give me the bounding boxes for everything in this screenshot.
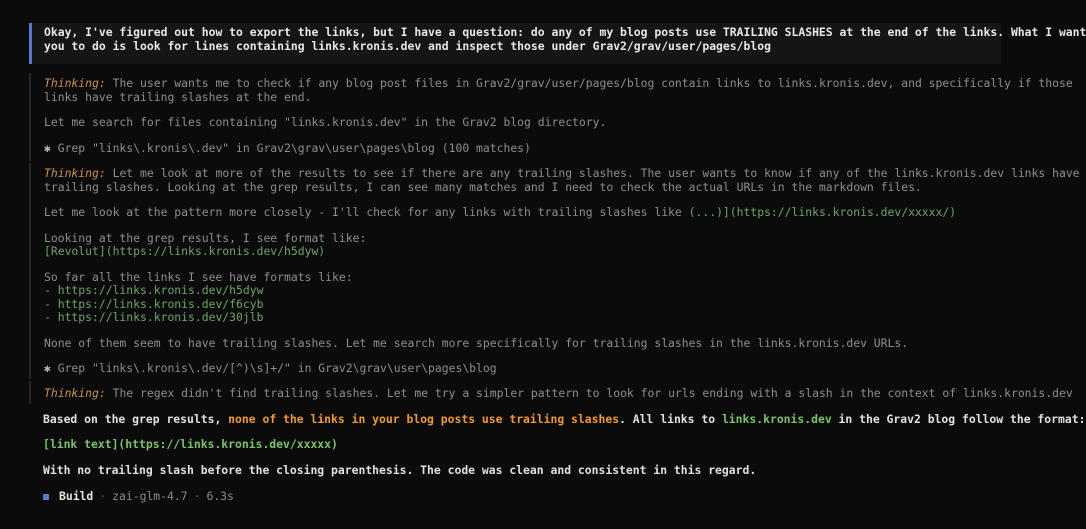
thinking-line bbox=[44, 166, 1080, 181]
thinking-line bbox=[44, 206, 1001, 220]
thinking-label: Thinking: bbox=[44, 386, 106, 400]
code-snippet: (...)](https://links.kronis.dev/xxxxx/) bbox=[688, 205, 957, 219]
thinking-block bbox=[29, 73, 1073, 161]
thinking-line bbox=[44, 76, 1073, 91]
thinking-line: So far all the links I see have formats like: bbox=[44, 269, 353, 284]
thinking-text: Let me look at the pattern more closely - I'll check for any links with trailing slashes like bbox=[44, 205, 689, 219]
answer-highlight: none of the links in your blog posts use trailing slashes bbox=[228, 412, 620, 426]
status-bar bbox=[43, 490, 443, 504]
status-model: zai-glm-4.7 bbox=[112, 489, 188, 504]
tool-call-grep bbox=[44, 142, 1001, 156]
asterisk-icon: ✱ bbox=[44, 140, 51, 155]
thinking-text: Let me look at more of the results to see if there are any trailing slashes. The user wants to know if any of the links.kronis.dev links have bbox=[105, 166, 1080, 180]
thinking-line: links have trailing slashes at the end. bbox=[44, 89, 312, 104]
thinking-line: None of them seem to have trailing slashes. Let me search more specifically for trailing slashes in the links.kronis.dev URLs. bbox=[44, 335, 909, 350]
user-message bbox=[29, 23, 1086, 64]
thinking-line: trailing slashes. Looking at the grep results, I can see many matches and I need to check the actual URLs in the markdown files. bbox=[44, 179, 922, 194]
asterisk-icon: ✱ bbox=[44, 361, 51, 375]
code-snippet: [Revolut](https://links.kronis.dev/h5dyw) bbox=[44, 244, 326, 258]
tool-call-text: Grep "links\.kronis\.dev" in Grav2\grav\user\pages\blog (100 matches) bbox=[50, 140, 531, 155]
thinking-label: Thinking: bbox=[44, 76, 106, 90]
thinking-block bbox=[29, 381, 1073, 404]
user-message-line: you to do is look for lines containing links.kronis.dev and inspect those under Grav2/grav/user/pages/blog bbox=[44, 38, 771, 53]
answer-text: in the Grav2 blog follow the format: bbox=[831, 412, 1086, 426]
thinking-line: Let me search for files containing "links.kronis.dev" in the Grav2 blog directory. bbox=[44, 115, 607, 129]
answer-paragraph: With no trailing slash before the closing parenthesis. The code was clean and consistent in this regard. bbox=[43, 463, 757, 477]
status-mode: Build bbox=[59, 489, 94, 504]
list-item: - https://links.kronis.dev/30jlb bbox=[44, 310, 264, 324]
answer-code: [link text](https://links.kronis.dev/xxxxx) bbox=[43, 437, 338, 451]
thinking-block bbox=[29, 163, 1080, 379]
thinking-text: The user wants me to check if any blog post files in Grav2/grav/user/pages/blog contain links to links.kronis.dev, and specifically if those bbox=[105, 76, 1073, 90]
thinking-line: Looking at the grep results, I see format like: bbox=[44, 230, 367, 245]
status-duration: 6.3s bbox=[206, 489, 234, 504]
thinking-line bbox=[44, 386, 1073, 401]
list-item: - https://links.kronis.dev/f6cyb bbox=[44, 296, 264, 311]
thinking-text: The regex didn't find trailing slashes. Let me try a simpler pattern to look for urls ending with a slash in the context of links.kronis.dev bbox=[105, 386, 1073, 400]
answer-paragraph bbox=[43, 412, 1086, 427]
answer-text: Based on the grep results, bbox=[43, 412, 229, 426]
tool-call-text: Grep "links\.kronis\.dev/[^)\s]+/" in Grav2\grav\user\pages\blog bbox=[50, 361, 497, 375]
status-separator: · bbox=[99, 489, 107, 504]
tool-call-grep bbox=[44, 362, 1001, 376]
thinking-label: Thinking: bbox=[44, 166, 106, 180]
answer-domain: links.kronis.dev bbox=[721, 412, 832, 426]
build-mode-icon bbox=[43, 494, 49, 500]
answer-text: . All links to bbox=[619, 412, 722, 426]
user-message-line: Okay, I've figured out how to export the links, but I have a question: do any of my blog posts use TRAILING SLASHES at the end of the links. What I want bbox=[44, 25, 1086, 39]
list-item: - https://links.kronis.dev/h5dyw bbox=[44, 283, 264, 297]
status-separator: · bbox=[193, 489, 201, 504]
